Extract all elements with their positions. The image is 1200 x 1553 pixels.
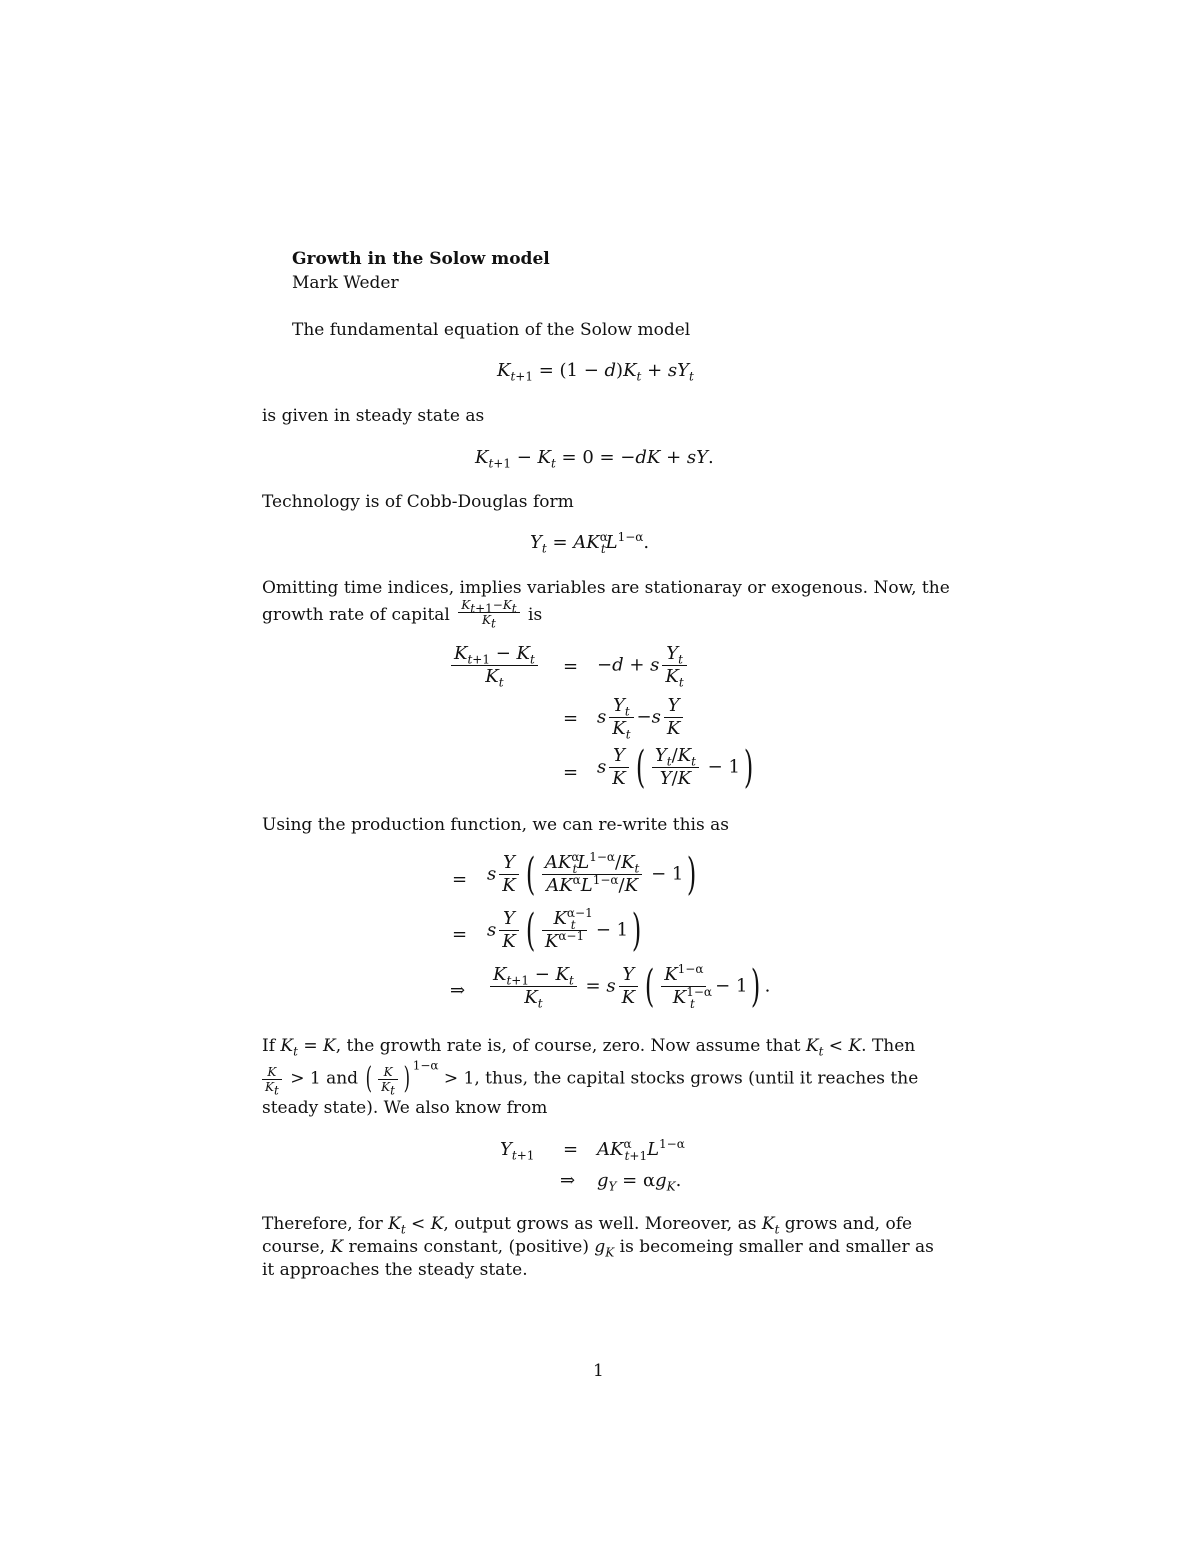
paragraph-conclusion-line1: If $K_t = K$, the growth rate is, of course, zero. Now assume that $K_t < K$. Then [262,1036,916,1059]
inline-fraction-growth: $\frac{K_{t+1}-K_t}{K_t}$ [458,598,519,627]
paragraph-growth-rate-line1: Omitting time indices, implies variables are stationaray or exogenous. Now, the [262,578,950,598]
text-grows-and: grows and, ofe [784,1214,913,1234]
equation-cobb-douglas: $Y_t = AK^\alpha_tL^{1-\alpha}$. [530,530,650,556]
paragraph-growth-rate-line2 [262,598,543,631]
author-name: Mark Weder [292,273,399,293]
paper-title: Growth in the Solow model [292,249,550,269]
equation-solow-fundamental: $K_{t+1} = (1 - d)K_t + sY_t$ [497,360,694,384]
text-growth-zero: , the growth rate is, of course, zero. Now assume that [335,1036,801,1056]
text-course: course, [262,1237,326,1257]
paragraph-conclusion-line3: steady state). We also know from [262,1098,548,1118]
paragraph-conclusion-line2: $\frac{K}{K_t}$ > 1 and ( $\frac{K}{K_t}$ ) $^{1-\alpha}$ > 1, thus, the capital stocks grows (until it reaches the [262,1064,918,1094]
paragraph-intro: The fundamental equation of the Solow model [292,320,691,340]
paragraph-technology: Technology is of Cobb-Douglas form [262,492,574,512]
text-then: . Then [861,1036,916,1056]
text-capital-grows: , thus, the capital stocks grows (until it reaches the [474,1068,919,1089]
paragraph-therefore-line3: it approaches the steady state. [262,1260,528,1280]
page-number: 1 [593,1361,604,1381]
growth-rate-text-b: is [528,605,543,625]
growth-rate-text-a: growth rate of capital [262,605,450,625]
text-if: If [262,1036,276,1056]
text-therefore: Therefore, for [262,1214,383,1234]
paragraph-production-function: Using the production function, we can re-write this as [262,815,729,835]
text-output-grows: , output grows as well. Moreover, as [443,1214,757,1234]
equation-steady-state: $K_{t+1} - K_t = 0 = -dK$ + sY. [475,447,714,471]
text-remains-constant: remains constant, (positive) [348,1237,589,1257]
paragraph-therefore-line1: Therefore, for $K_t < K$, output grows as well. Moreover, as $K_t$ grows and, ofe [262,1214,913,1237]
paragraph-therefore-line2: course, K remains constant, (positive) $g_K$ is becomeing smaller and smaller as [262,1237,934,1260]
text-becoming-smaller: is becomeing smaller and smaller as [619,1237,934,1257]
text-and: and [326,1068,359,1089]
paragraph-steady-state: is given in steady state as [262,406,485,426]
